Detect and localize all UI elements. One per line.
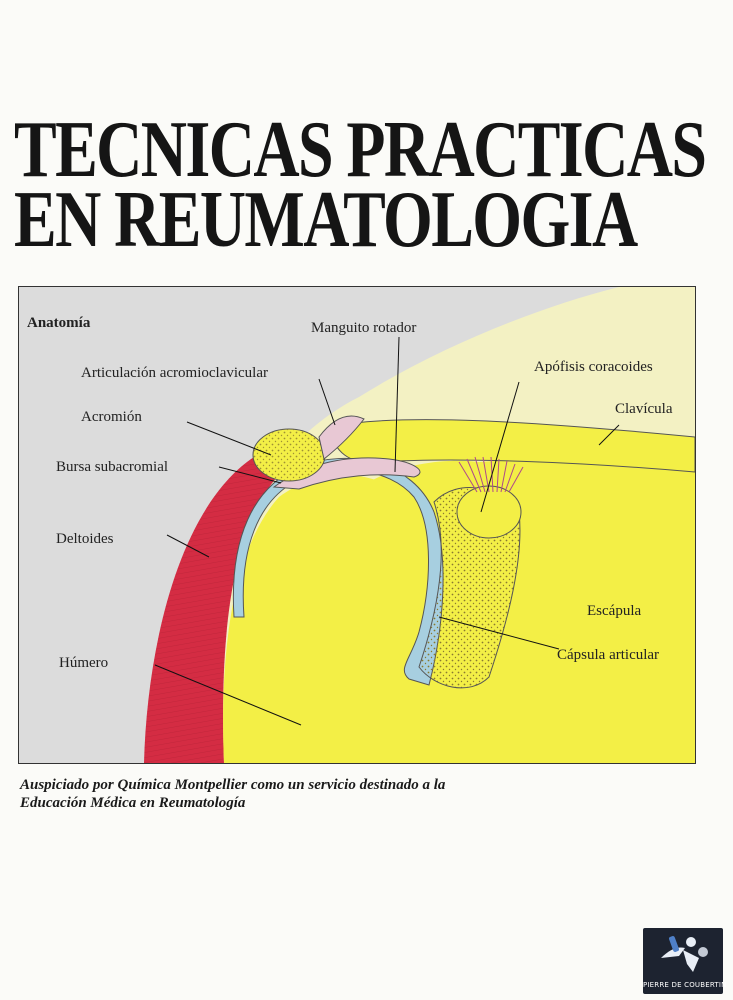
- label-manguito-rotador: Manguito rotador: [311, 320, 417, 336]
- label-clavicula: Clavícula: [615, 401, 673, 417]
- caption: [20, 776, 580, 812]
- label-apofisis-coracoides: Apófisis coracoides: [534, 359, 653, 375]
- label-escapula: Escápula: [587, 603, 642, 619]
- publisher-logo: [643, 928, 727, 994]
- coracoid-bone: [457, 486, 521, 538]
- caption-line-2: Educación Médica en Reumatología: [20, 795, 246, 811]
- label-articulacion-acromioclavicular: Articulación acromioclavicular: [81, 365, 268, 381]
- label-bursa-subacromial: Bursa subacromial: [56, 459, 169, 475]
- label-acromion: Acromión: [81, 409, 142, 425]
- caption-line-1: Auspiciado por Química Montpellier como un servicio destinado a la: [20, 777, 446, 793]
- title-line-1: TECNICAS PRACTICAS: [14, 106, 706, 194]
- logo-text: PIERRE DE COUBERTIN: [643, 981, 727, 989]
- shoulder-anatomy-figure: [18, 286, 696, 764]
- section-label-anatomy: Anatomía: [27, 315, 91, 331]
- label-capsula-articular: Cápsula articular: [557, 647, 660, 663]
- label-deltoides: Deltoides: [56, 531, 114, 547]
- runner-logo-icon: [643, 928, 723, 980]
- title-line-2: EN REUMATOLOGIA: [14, 176, 637, 264]
- label-humero: Húmero: [59, 655, 109, 671]
